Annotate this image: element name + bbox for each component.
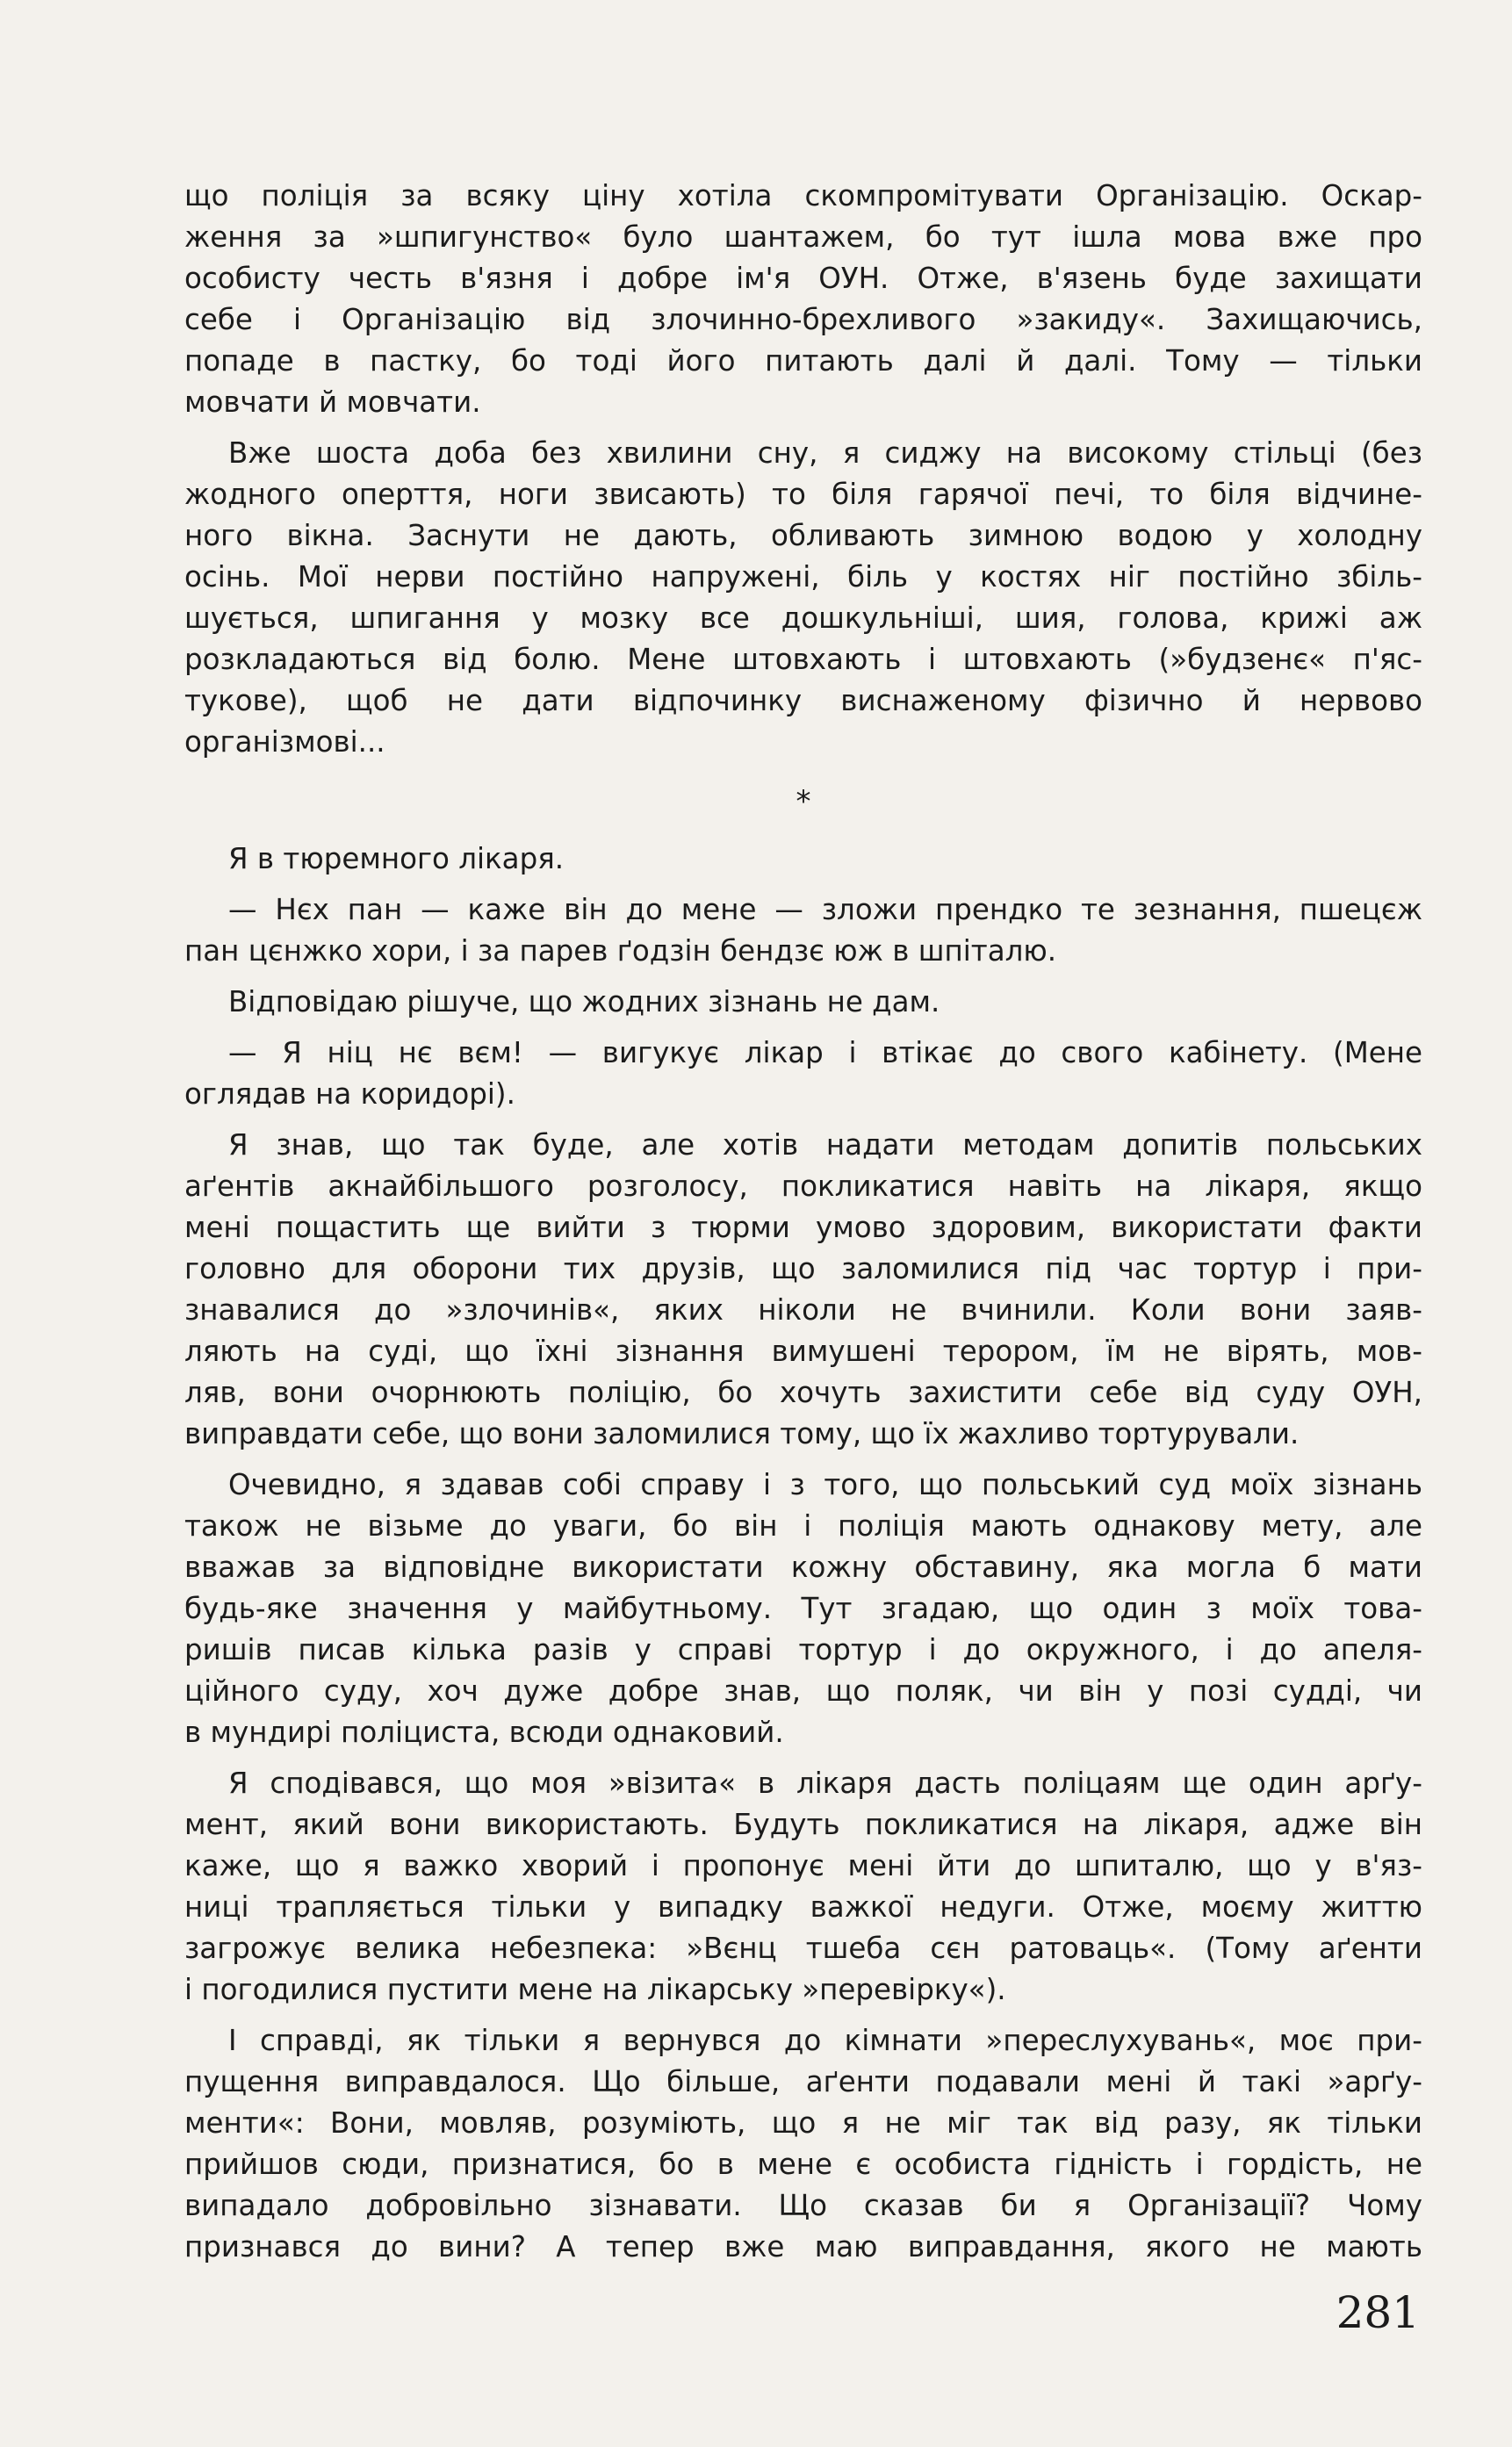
text-line: ляють на суді, що їхні зізнання вимушені терором, їм не вірять, мов-	[184, 1335, 1422, 1368]
paragraph	[184, 1763, 1422, 2011]
text-line: осінь. Мої нерви постійно напружені, біль у костях ніг постійно збіль-	[184, 560, 1422, 594]
text-line: І справді, як тільки я вернувся до кімнати »переслухувань«, моє при-	[228, 2024, 1422, 2057]
text-line: випадало добровільно зізнавати. Що сказав би я Організації? Чому	[184, 2189, 1422, 2222]
paragraph	[184, 176, 1422, 423]
text-line: прийшов сюди, признатися, бо в мене є особиста гідність і гордість, не	[184, 2148, 1422, 2181]
text-block-after-separator	[184, 838, 1422, 2268]
text-line: оглядав на коридорі).	[184, 1077, 515, 1111]
page-body	[184, 176, 1422, 2278]
paragraph	[184, 1033, 1422, 1115]
text-line: попаде в пастку, бо тоді його питають далі й далі. Тому — тільки	[184, 344, 1422, 378]
text-line: особисту честь в'язня і добре ім'я ОУН. Отже, в'язень буде захищати	[184, 262, 1422, 295]
paragraph	[184, 1465, 1422, 1753]
text-line: в мундирі поліциста, всюди однаковий.	[184, 1716, 784, 1749]
paragraph	[184, 982, 1422, 1023]
text-line: — Я ніц нє вєм! — вигукує лікар і втікає до свого кабінету. (Мене	[228, 1036, 1422, 1069]
text-line: і погодилися пустити мене на лікарську »перевірку«).	[184, 1973, 1006, 2006]
text-line: — Нєх пан — каже він до мене — зложи прендко те зезнання, пшецєж	[228, 893, 1422, 926]
text-line: що поліція за всяку ціну хотіла скомпромітувати Організацію. Оскар-	[184, 179, 1422, 212]
text-line: загрожує велика небезпека: »Вєнц тшеба сєн ратоваць«. (Тому аґенти	[184, 1932, 1422, 1965]
text-line: Очевидно, я здавав собі справу і з того, що польський суд моїх зізнань	[228, 1468, 1422, 1501]
text-line: аґентів акнайбільшого розголосу, покликатися навіть на лікаря, якщо	[184, 1170, 1422, 1203]
text-line: менти«: Вони, мовляв, розуміють, що я не міг так від разу, як тільки	[184, 2106, 1422, 2140]
text-line: вважав за відповідне використати кожну обставину, яка могла б мати	[184, 1551, 1422, 1584]
text-line: жодного оперття, ноги звисають) то біля гарячої печі, то біля відчине-	[184, 478, 1422, 511]
text-line: Я знав, що так буде, але хотів надати методам допитів польських	[228, 1128, 1422, 1162]
section-separator: *	[796, 784, 811, 819]
paragraph	[184, 433, 1422, 763]
text-line: також не візьме до уваги, бо він і поліція мають однакову мету, але	[184, 1509, 1422, 1543]
text-line: признався до вини? А тепер вже маю виправдання, якого не мають	[184, 2230, 1422, 2263]
text-line: Я сподівався, що моя »візита« в лікаря дасть поліцаям ще один арґу-	[228, 1767, 1422, 1800]
page-number: 281	[1336, 2287, 1420, 2338]
text-line: ришів писав кілька разів у справі тортур і до окружного, і до апеля-	[184, 1633, 1422, 1666]
text-line: ляв, вони очорнюють поліцію, бо хочуть захистити себе від суду ОУН,	[184, 1376, 1422, 1409]
paragraph	[184, 838, 1422, 880]
text-line: шується, шпигання у мозку все дошкульніші, шия, голова, крижі аж	[184, 601, 1422, 635]
text-line: головно для оборони тих друзів, що заломилися під час тортур і при-	[184, 1252, 1422, 1285]
text-line: мент, який вони використають. Будуть покликатися на лікаря, адже він	[184, 1808, 1422, 1841]
text-line: мовчати й мовчати.	[184, 385, 481, 419]
text-line: пущення виправдалося. Що більше, аґенти подавали мені й такі »арґу-	[184, 2065, 1422, 2098]
text-line: каже, що я важко хворий і пропонує мені йти до шпиталю, що у в'яз-	[184, 1849, 1422, 1882]
paragraph	[184, 1125, 1422, 1455]
text-line: Я в тюремного лікаря.	[228, 842, 565, 875]
text-line: організмові...	[184, 725, 385, 759]
text-line: будь-яке значення у майбутньому. Тут згадаю, що один з моїх това-	[184, 1592, 1422, 1625]
text-line: тукове), щоб не дати відпочинку виснаженому фізично й нервово	[184, 684, 1422, 717]
text-line: мені пощастить ще вийти з тюрми умово здоровим, використати факти	[184, 1211, 1422, 1244]
text-line: Вже шоста доба без хвилини сну, я сиджу на високому стільці (без	[228, 436, 1422, 470]
text-line: себе і Організацію від злочинно-брехливого »закиду«. Захищаючись,	[184, 303, 1422, 336]
text-line: ного вікна. Заснути не дають, обливають зимною водою у холодну	[184, 519, 1422, 552]
paragraph	[184, 889, 1422, 972]
text-line: ційного суду, хоч дуже добре знав, що поляк, чи він у позі судді, чи	[184, 1674, 1422, 1708]
text-line: розкладаються від болю. Мене штовхають і штовхають (»будзенє« п'яс-	[184, 643, 1422, 676]
text-line: Відповідаю рішуче, що жодних зізнань не дам.	[228, 985, 940, 1018]
text-line: ження за »шпигунство« було шантажем, бо тут ішла мова вже про	[184, 220, 1422, 254]
text-line: знавалися до »злочинів«, яких ніколи не вчинили. Коли вони заяв-	[184, 1293, 1422, 1327]
paragraph	[184, 2020, 1422, 2268]
text-line: пан цєнжко хори, і за парев ґодзін бендзє юж в шпіталю.	[184, 934, 1057, 968]
text-block-before-separator	[184, 176, 1422, 763]
text-line: виправдати себе, що вони заломилися тому, що їх жахливо тортурували.	[184, 1417, 1300, 1450]
text-line: ниці трапляється тільки у випадку важкої недуги. Отже, моєму життю	[184, 1890, 1422, 1924]
